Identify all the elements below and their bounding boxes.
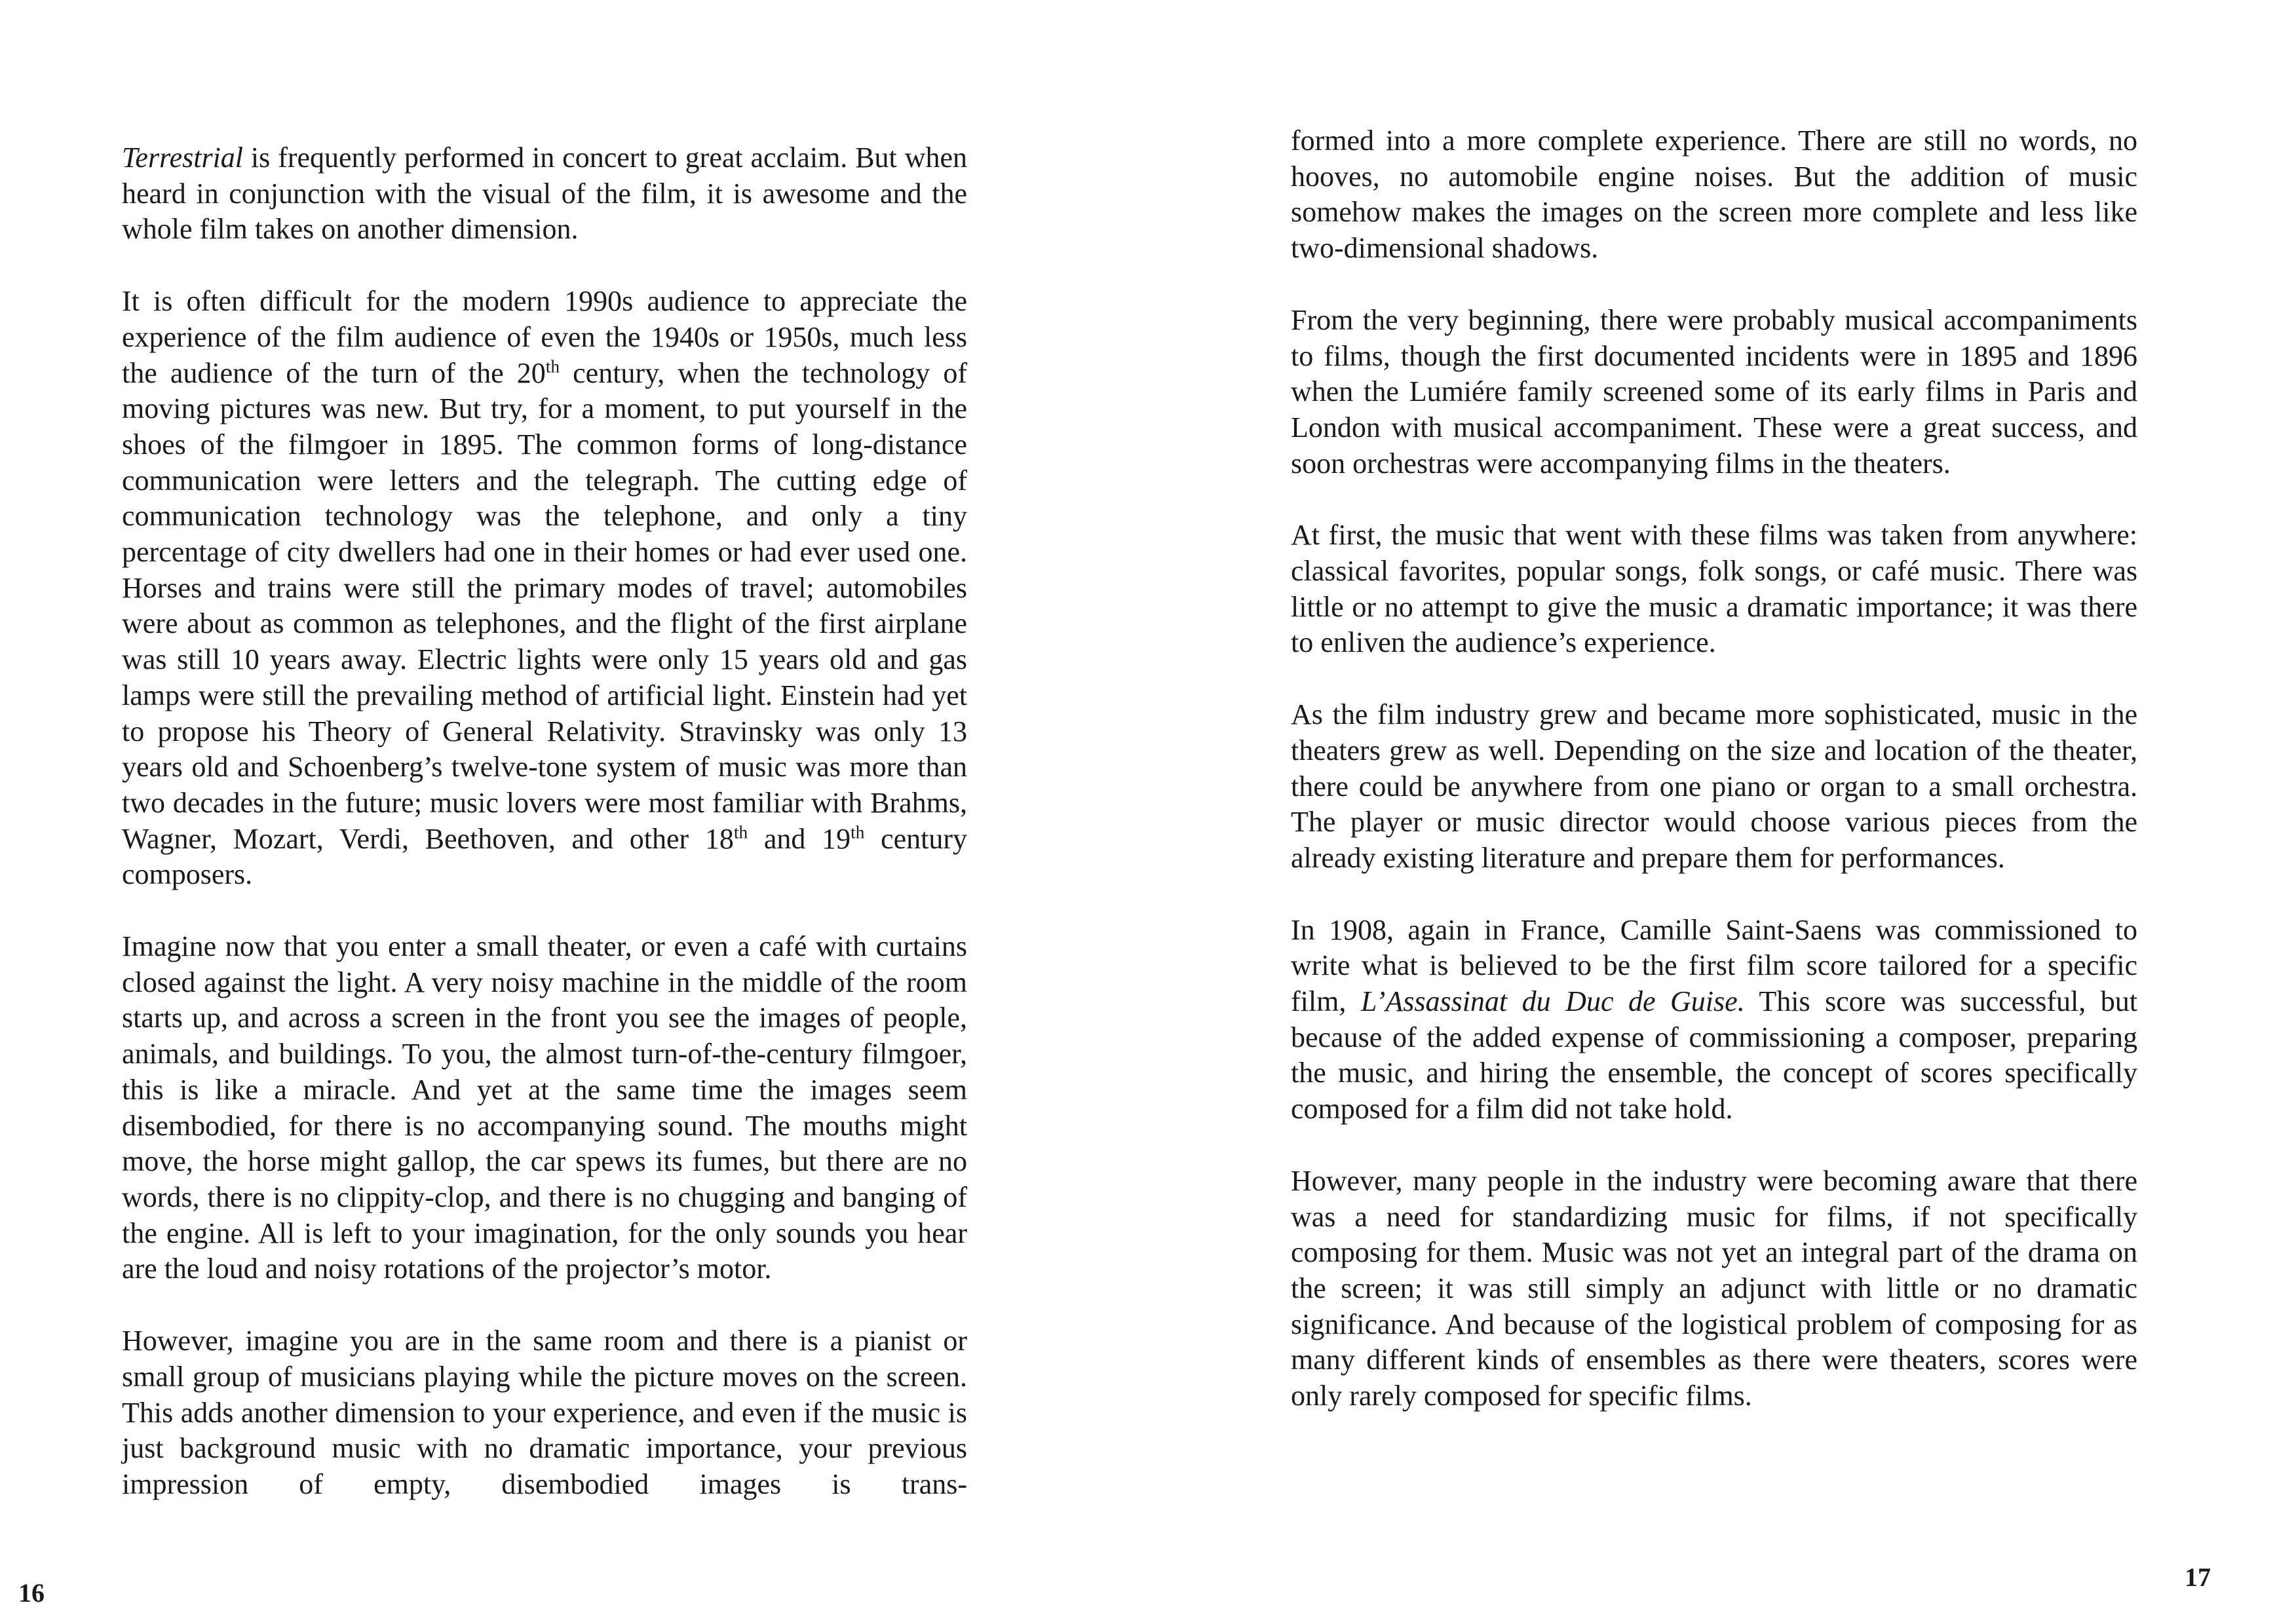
paragraph-text: It is often difficult for the modern 1990s audience to appreciate the experience of the film audience of even the 1940s or 1950s, much less the audience of the turn of the 20	[122, 285, 967, 389]
right-page	[1148, 0, 2296, 1624]
paragraph-text: and 19	[748, 822, 851, 855]
page-number: 17	[2185, 1562, 2211, 1592]
paragraph-text: In 1908, again in France, Camille Saint-Saens was commissioned to write what is believed to be the first film score tailored for a specific film,	[1291, 913, 2137, 1018]
paragraph-text: century, when the technology of moving pictures was new. But try, for a moment, to put yourself in the shoes of the filmgoer in 1895. The common forms of long-distance communication were letters and the telegraph. The cutting edge of communication technology was the telephone, and only a tiny percentage of city dwellers had one in their homes or had ever used one. Horses and trains were still the primary modes of travel; automobiles were about as common as telephones, and the flight of the first airplane was still 10 years away. Electric lights were only 15 years old and gas lamps were still the prevailing method of artificial light. Einstein had yet to propose his Theory of General Relativity. Stravinsky was only 13 years old and Schoenberg’s twelve-tone system of music was more than two decades in the future; music lovers were most familiar with Brahms, Wagner, Mozart, Verdi, Beethoven, and other 18	[122, 356, 967, 855]
ordinal-suffix: th	[733, 822, 748, 842]
paragraph	[1291, 913, 2137, 1127]
paragraph: However, many people in the industry were becoming aware that there was a need for standardizing music for films, if not specifically composing for them. Music was not yet an integral part of the drama on the screen; it was still simply an adjunct with little or no dramatic significance. And because of the logistical problem of composing for as many different kinds of ensembles as there were theaters, scores were only rarely composed for specific films.	[1291, 1164, 2137, 1412]
paragraph-text: This score was successful, but because of the added expense of commissioning a composer, preparing the music, and hiring the ensemble, the concept of scores specifically composed for a film did not take hold.	[1291, 985, 2138, 1125]
paragraph: From the very beginning, there were probably musical accompaniments to films, though the first documented incidents were in 1895 and 1896 when the Lumiére family screened some of its early films in Paris and London with musical accompaniment. These were a great success, and soon orchestras were accompanying films in the theaters.	[1291, 303, 2137, 480]
paragraph: Imagine now that you enter a small theater, or even a café with curtains closed against the light. A very noisy machine in the middle of the room starts up, and across a screen in the front you see the images of people, animals, and buildings. To you, the almost turn-of-the-century filmgoer, this is like a miracle. And yet at the same time the images seem disembodied, for there is no accompanying sound. The mouths might move, the horse might gallop, the car spews its fumes, but there are no words, there is no clippity-clop, and there is no chugging and banging of the engine. All is left to your imagination, for the only sounds you hear are the loud and noisy rotations of the projector’s motor.	[122, 930, 967, 1285]
paragraph: However, imagine you are in the same room and there is a pianist or small group of musicians playing while the picture moves on the screen. This adds another dimension to your experience, and even if the music is just background music with no dramatic importance, your previous impression of empty, disembodied images is trans-	[122, 1325, 967, 1500]
paragraph-text: century composers.	[122, 822, 967, 891]
paragraph	[122, 284, 967, 893]
page-number: 16	[18, 1578, 45, 1608]
paragraph: formed into a more complete experience. There are still no words, no hooves, no automobile engine noises. But the addition of music somehow makes the images on the screen more complete and less like two-dimensional shadows.	[1291, 124, 2137, 265]
paragraph	[122, 140, 967, 248]
ordinal-suffix: th	[545, 356, 560, 376]
paragraph: As the film industry grew and became more sophisticated, music in the theaters grew as well. Depending on the size and location of the theater, there could be anywhere from one piano or organ to a small orchestra. The player or music director would choose various pieces from the already existing literature and prepare them for performances.	[1291, 698, 2137, 874]
film-title: Terrestrial	[122, 142, 244, 174]
film-title: L’Assassinat du Duc de Guise.	[1360, 985, 1745, 1018]
left-text-column	[122, 140, 967, 1503]
paragraph: At first, the music that went with these films was taken from anywhere: classical favorites, popular songs, folk songs, or café music. There was little or no attempt to give the music a dramatic importance; it was there to enliven the audience’s experience.	[1291, 519, 2137, 659]
ordinal-suffix: th	[851, 822, 865, 842]
right-text-column	[1291, 123, 2137, 1414]
paragraph-text: is frequently performed in concert to great acclaim. But when heard in conjunction with the visual of the film, it is awesome and the whole film takes on another dimension.	[122, 142, 967, 246]
